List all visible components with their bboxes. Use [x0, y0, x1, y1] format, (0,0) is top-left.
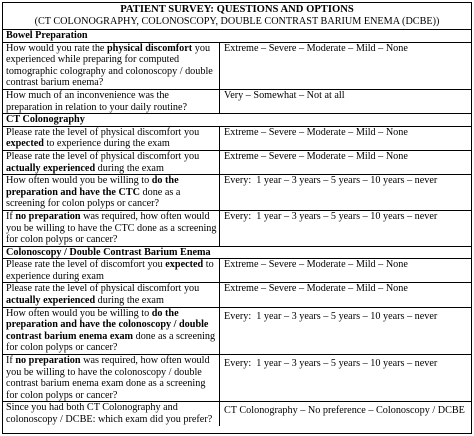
- survey-subtitle: (CT COLONOGRAPHY, COLONOSCOPY, DOUBLE CONTRAST BARIUM ENEMA (DCBE)): [34, 16, 440, 27]
- question-fragment: Please rate the level of discomfort you: [6, 259, 166, 271]
- question-emphasis: do the preparation and have the colonoscopy / double contrast barium enema exam: [6, 307, 209, 342]
- question-fragment: done as a screening for colon polyps or cancer?: [6, 330, 216, 354]
- question-fragment: How much of an inconvenience was the preparation in relation to your daily routine?: [6, 89, 188, 113]
- question-fragment: during the exam: [95, 295, 164, 307]
- question-row: [3, 283, 471, 307]
- answer-options: Extreme – Severe – Moderate – Mild – None: [224, 42, 408, 54]
- question-text: [3, 211, 220, 246]
- question-row: [3, 175, 471, 211]
- answer-options: Very – Somewhat – Not at all: [224, 89, 345, 101]
- question-row: [3, 259, 471, 283]
- answer-options: Every: 1 year – 3 years – 5 years – 10 years – never: [224, 175, 438, 187]
- survey-body: [3, 30, 471, 426]
- question-text: [3, 259, 220, 282]
- question-fragment: How often would you be willing to: [6, 307, 152, 319]
- question-fragment: to experience during exam: [6, 259, 214, 282]
- question-emphasis: expected: [165, 259, 204, 271]
- question-fragment: during the exam: [95, 162, 164, 174]
- question-row: [3, 211, 471, 247]
- question-fragment: done as a screening for colon polyps or cancer?: [6, 186, 181, 210]
- answer-options: Every: 1 year – 3 years – 5 years – 10 years – never: [224, 210, 438, 222]
- question-text: [3, 308, 220, 354]
- survey-table: [2, 2, 472, 434]
- question-fragment: If: [6, 210, 16, 222]
- question-emphasis: no preparation: [15, 355, 81, 367]
- question-fragment: If: [6, 355, 16, 367]
- answer-options: Extreme – Severe – Moderate – Mild – None: [224, 150, 408, 162]
- answer-options: CT Colonography – No preference – Colonoscopy / DCBE: [224, 405, 465, 417]
- question-row: [3, 402, 471, 425]
- survey-title: PATIENT SURVEY: QUESTIONS AND OPTIONS: [120, 4, 354, 15]
- section-title: Bowel Preparation: [3, 30, 471, 43]
- answer-options: Extreme – Severe – Moderate – Mild – None: [224, 283, 408, 295]
- answer-options: Every: 1 year – 3 years – 5 years – 10 years – never: [224, 310, 438, 322]
- question-fragment: Please rate the level of physical discomfort you: [6, 283, 200, 295]
- question-fragment: Please rate the level of physical discomfort you: [6, 150, 200, 162]
- question-emphasis: do the preparation and have the CTC: [6, 175, 179, 198]
- question-emphasis: actually experienced: [6, 162, 96, 174]
- question-emphasis: physical discomfort: [107, 42, 193, 54]
- answer-options: Every: 1 year – 3 years – 5 years – 10 years – never: [224, 358, 438, 370]
- question-text: [3, 151, 220, 174]
- question-fragment: Since you had both CT Colonography and colonoscopy / DCBE: which exam did you prefer?: [6, 402, 213, 425]
- question-text: [3, 43, 220, 89]
- answer-options: Extreme – Severe – Moderate – Mild – None: [224, 126, 408, 138]
- question-fragment: to experience during the exam: [43, 138, 170, 150]
- question-text: [3, 402, 220, 425]
- question-row: [3, 151, 471, 175]
- question-text: [3, 127, 220, 150]
- question-emphasis: actually experienced: [6, 295, 96, 307]
- question-text: [3, 90, 220, 113]
- answer-options: Extreme – Severe – Moderate – Mild – None: [224, 259, 408, 271]
- question-fragment: was required, how often would you be willing to have the colonoscopy / double contrast barium enema exam done as a screening for colon polyps or cancer?: [6, 355, 210, 401]
- section-title: Colonoscopy / Double Contrast Barium Enema: [3, 247, 471, 260]
- question-text: [3, 175, 220, 210]
- question-row: [3, 355, 471, 402]
- section-title: CT Colonography: [3, 114, 471, 127]
- question-row: [3, 127, 471, 151]
- question-fragment: was required, how often would you be willing to have the CTC done as a screening for colon polyps or cancer?: [6, 210, 217, 246]
- question-emphasis: no preparation: [15, 210, 81, 222]
- question-text: [3, 283, 220, 306]
- question-fragment: How often would you be willing to: [6, 175, 152, 187]
- question-emphasis: expected: [6, 138, 44, 150]
- question-fragment: Please rate the level of physical discomfort you: [6, 126, 200, 138]
- survey-header: [3, 3, 471, 30]
- question-fragment: How would you rate the: [6, 42, 108, 54]
- question-row: [3, 43, 471, 90]
- question-row: [3, 308, 471, 355]
- question-fragment: you experienced while preparing for computed tomographic colography and colonoscopy / double contrast barium enema?: [6, 42, 213, 89]
- question-row: [3, 90, 471, 114]
- question-text: [3, 355, 220, 401]
